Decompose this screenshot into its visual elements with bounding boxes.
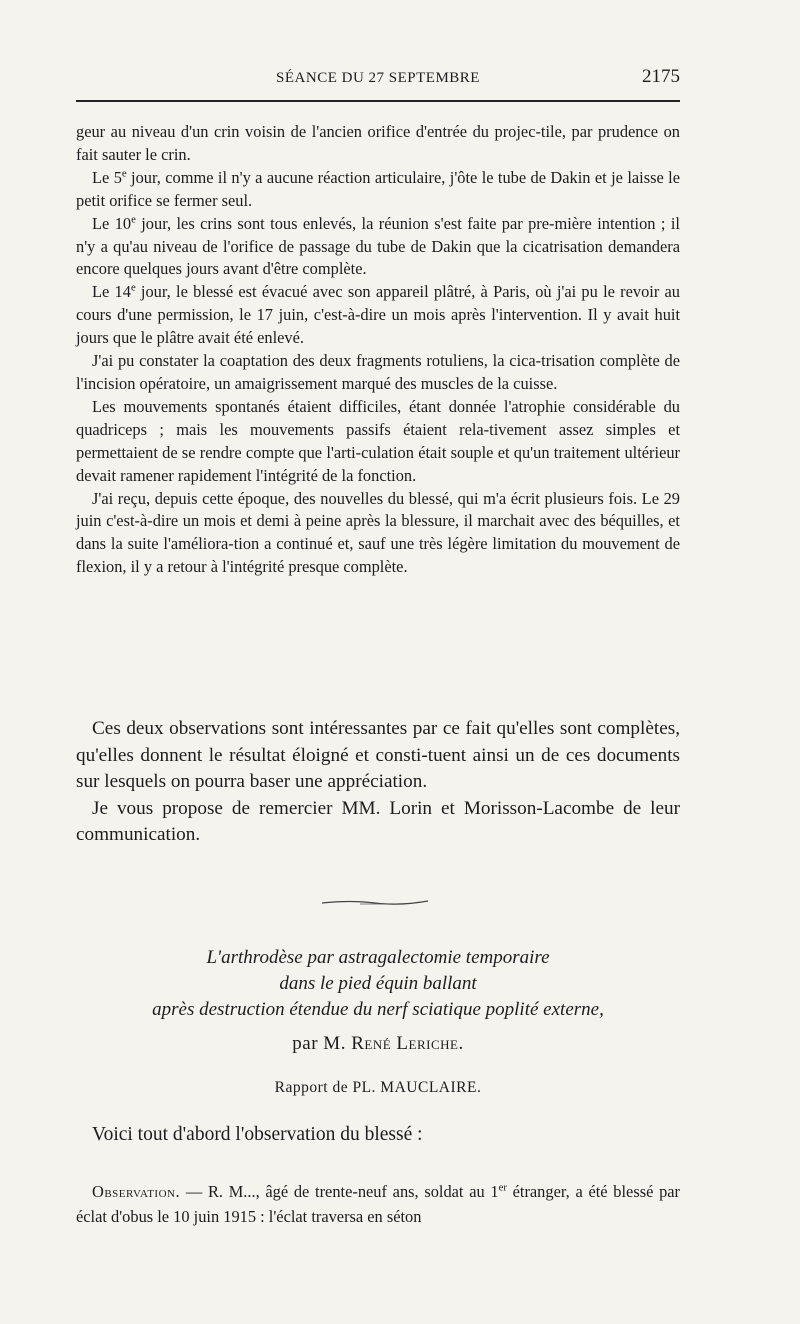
text-run: Les mouvements spontanés étaient difficiles, étant donnée l'atrophie considérable du quadriceps ; mais les mouvements passifs étaient rela-tivement assez simples et permettaient de se rendre compte que l'arti-culation était souple et qu'un traitement ultérieur devait ramener rapidement l'intégrité de la fonction. — [76, 396, 680, 485]
running-title: SÉANCE DU 27 SEPTEMBRE — [276, 70, 480, 86]
byline-author: René Leriche. — [351, 1033, 464, 1054]
case-report-continuation — [76, 121, 680, 579]
section-ornament — [320, 897, 430, 907]
observation-intro: Voici tout d'abord l'observation du blessé : — [92, 1124, 423, 1145]
report-attribution: Rapport de PL. MAUCLAIRE. — [274, 1079, 482, 1096]
page-number: 2175 — [642, 66, 680, 87]
header-rule — [76, 100, 680, 102]
running-header — [76, 66, 680, 90]
paragraph — [76, 121, 680, 167]
title-line: après destruction étendue du nerf sciatique poplité externe, — [152, 999, 604, 1020]
observation-paragraph — [76, 1179, 680, 1229]
text-run: J'ai reçu, depuis cette époque, des nouvelles du blessé, qui m'a écrit plusieurs fois. Le 29 juin c'est-à-dire un mois et demi à peine après la blessure, il marchait avec des béquilles, et dans la suite l'améliora-tion a continué et, sauf une très légère limitation du mouvement de flexion, il y a retour à l'intégrité presque complète. — [76, 488, 680, 577]
observation-text — [76, 1179, 680, 1229]
paragraph — [76, 167, 680, 213]
text-run: étranger, a été blessé par éclat d'obus le 10 juin 1915 : l'éclat traversa en séton — [76, 1182, 680, 1226]
title-line: L'arthrodèse par astragalectomie temporaire — [206, 947, 550, 968]
text-run: Le 10 — [92, 213, 132, 233]
paragraph — [76, 350, 680, 396]
superscript: er — [498, 1182, 507, 1194]
byline-prefix: par M. — [292, 1033, 346, 1054]
title-line: dans le pied équin ballant — [279, 973, 477, 994]
text-run: J'ai pu constater la coaptation des deux fragments rotuliens, la cica-trisation complète de l'incision opératoire, un amaigrissement marqué des muscles de la cuisse. — [76, 351, 680, 393]
text-run: jour, le blessé est évacué avec son appareil plâtré, à Paris, où j'ai pu le revoir au cours d'une permission, le 17 juin, c'est-à-dire un mois après l'intervention. Il y avait huit jours que le plâtre avait été enlevé. — [76, 282, 680, 348]
text-run: Le 5 — [92, 167, 122, 187]
superscript: e — [121, 168, 127, 180]
observation-label: Observation. — [92, 1182, 181, 1201]
paragraph — [76, 488, 680, 580]
text-run: jour, comme il n'y a aucune réaction articulaire, j'ôte le tube de Dakin et je laisse le petit orifice se fermer seul. — [76, 167, 680, 210]
article-title — [76, 945, 680, 1023]
paragraph: Ces deux observations sont intéressantes par ce fait qu'elles sont complètes, qu'elles donnent le résultat éloigné et consti-tuent ainsi un de ces documents sur lesquels on pourra baser une appréciation. — [76, 718, 680, 793]
text-run: geur au niveau d'un crin voisin de l'ancien orifice d'entrée du projec-tile, par prudence on fait sauter le crin. — [76, 122, 680, 164]
report-conclusion — [76, 716, 680, 849]
text-run: jour, les crins sont tous enlevés, la réunion s'est faite par pre-mière intention ; il n'y a qu'au niveau de l'orifice de passage du tube de Dakin que la cicatrisation demandera encore quelques jours avant d'être complète. — [76, 213, 680, 279]
article-byline — [76, 1033, 680, 1055]
text-run: Le 14 — [92, 282, 131, 302]
paragraph: Je vous propose de remercier MM. Lorin et Morisson-Lacombe de leur communication. — [76, 797, 680, 846]
superscript: e — [131, 214, 136, 226]
text-run: — R. M..., âgé de trente-neuf ans, soldat au 1 — [185, 1182, 499, 1201]
paragraph — [76, 281, 680, 350]
superscript: e — [130, 282, 136, 294]
paragraph — [76, 396, 680, 488]
paragraph — [76, 213, 680, 282]
